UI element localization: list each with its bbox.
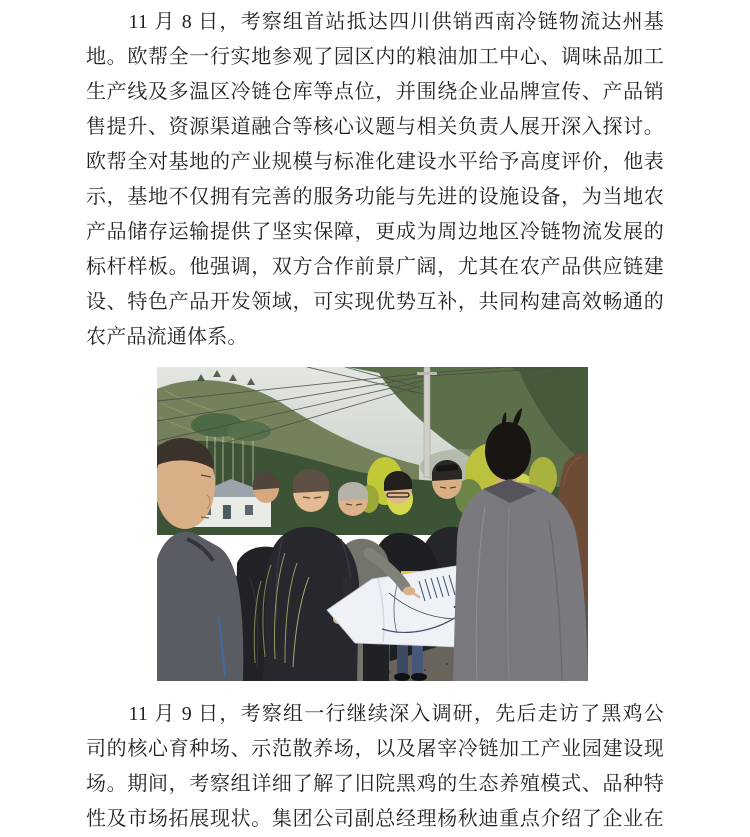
paragraph-2 bbox=[86, 697, 664, 837]
text-line: 欧帮全对基地的产业规模与标准化建设水平给予高度评价，他表 bbox=[86, 151, 664, 173]
text-line: 设、特色产品开发领域，可实现优势互补，共同构建高效畅通的 bbox=[86, 291, 664, 313]
text-line: 售提升、资源渠道融合等核心议题与相关负责人展开深入探讨。 bbox=[86, 116, 664, 138]
text-line: 农产品流通体系。 bbox=[86, 326, 248, 348]
text-line: 11 月 9 日，考察组一行继续深入调研，先后走访了黑鸡公 bbox=[86, 703, 664, 725]
text-line: 场。期间，考察组详细了解了旧院黑鸡的生态养殖模式、品种特 bbox=[86, 773, 664, 795]
text-line: 示，基地不仅拥有完善的服务功能与先进的设施设备，为当地农 bbox=[86, 186, 664, 208]
text-line: 标杆样板。他强调，双方合作前景广阔，尤其在农产品供应链建 bbox=[86, 256, 664, 278]
text-line: 地。欧帮全一行实地参观了园区内的粮油加工中心、调味品加工 bbox=[86, 46, 664, 68]
text-line: 11 月 8 日，考察组首站抵达四川供销西南冷链物流达州基 bbox=[86, 11, 664, 33]
text-line: 性及市场拓展现状。集团公司副总经理杨秋迪重点介绍了企业在 bbox=[86, 808, 664, 830]
site-visit-photo bbox=[157, 367, 588, 681]
paragraph-1 bbox=[86, 5, 664, 355]
text-line: 产品储存运输提供了坚实保障，更成为周边地区冷链物流发展的 bbox=[86, 221, 664, 243]
text-line: 司的核心育种场、示范散养场，以及屠宰冷链加工产业园建设现 bbox=[86, 738, 664, 760]
text-line: 生产线及多温区冷链仓库等点位，并围绕企业品牌宣传、产品销 bbox=[86, 81, 664, 103]
